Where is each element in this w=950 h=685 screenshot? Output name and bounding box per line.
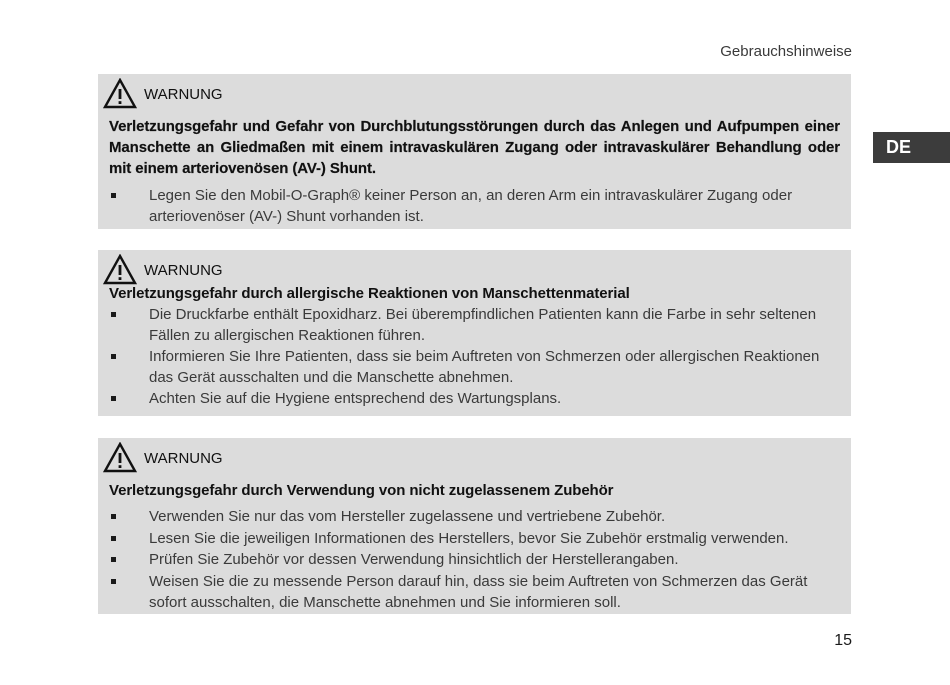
list-item: Legen Sie den Mobil-O-Graph® keiner Person an, an deren Arm ein intravaskulärer Zugang oder arteriovenöser (AV-) Shunt vorhanden ist. (109, 185, 840, 227)
warning-list (109, 185, 840, 227)
warning-title: Verletzungsgefahr und Gefahr von Durchblutungsstörungen durch das Anlegen und Aufpumpen einer Manschette an Gliedmaßen mit einem intravaskulären Zugang oder intravaskulärer Behandlung oder mit einem arteriovenösen (AV-) Shunt. (109, 118, 840, 177)
bullet-icon (111, 579, 116, 584)
bullet-icon (111, 396, 116, 401)
warning-box (98, 438, 851, 614)
warning-label: WARNUNG (144, 261, 223, 279)
bullet-icon (111, 193, 116, 198)
warning-header (103, 440, 840, 476)
warning-list (109, 304, 840, 409)
bullet-icon (111, 536, 116, 541)
list-item: Prüfen Sie Zubehör vor dessen Verwendung hinsichtlich der Herstellerangaben. (109, 549, 840, 570)
warning-box (98, 250, 851, 416)
warning-triangle-icon (103, 254, 137, 286)
warning-header (103, 76, 840, 112)
warning-title: Verletzungsgefahr durch allergische Reaktionen von Manschettenmaterial (109, 285, 630, 302)
list-item: Achten Sie auf die Hygiene entsprechend des Wartungsplans. (109, 388, 840, 409)
page-header-title: Gebrauchshinweise (720, 43, 852, 60)
warning-title: Verletzungsgefahr durch Verwendung von nicht zugelassenem Zubehör (109, 482, 614, 499)
warning-box (98, 74, 851, 229)
list-item: Die Druckfarbe enthält Epoxidharz. Bei überempfindlichen Patienten kann die Farbe in sehr seltenen Fällen zu allergischen Reaktionen führen. (109, 304, 840, 346)
bullet-icon (111, 354, 116, 359)
list-item: Lesen Sie die jeweiligen Informationen des Herstellers, bevor Sie Zubehör erstmalig verwenden. (109, 528, 840, 549)
bullet-icon (111, 557, 116, 562)
bullet-icon (111, 312, 116, 317)
list-item: Verwenden Sie nur das vom Hersteller zugelassene und vertriebene Zubehör. (109, 506, 840, 527)
warning-triangle-icon (103, 442, 137, 474)
warning-list (109, 506, 840, 613)
warning-label: WARNUNG (144, 449, 223, 467)
list-item: Informieren Sie Ihre Patienten, dass sie beim Auftreten von Schmerzen oder allergischen Reaktionen das Gerät ausschalten und die Manschette abnehmen. (109, 346, 840, 388)
warning-label: WARNUNG (144, 85, 223, 103)
page-number: 15 (834, 632, 852, 649)
list-item: Weisen Sie die zu messende Person darauf hin, dass sie beim Auftreten von Schmerzen das Gerät sofort ausschalten, die Manschette abnehmen und Sie informieren soll. (109, 571, 840, 613)
language-tab: DE (873, 132, 950, 163)
warning-triangle-icon (103, 78, 137, 110)
bullet-icon (111, 514, 116, 519)
